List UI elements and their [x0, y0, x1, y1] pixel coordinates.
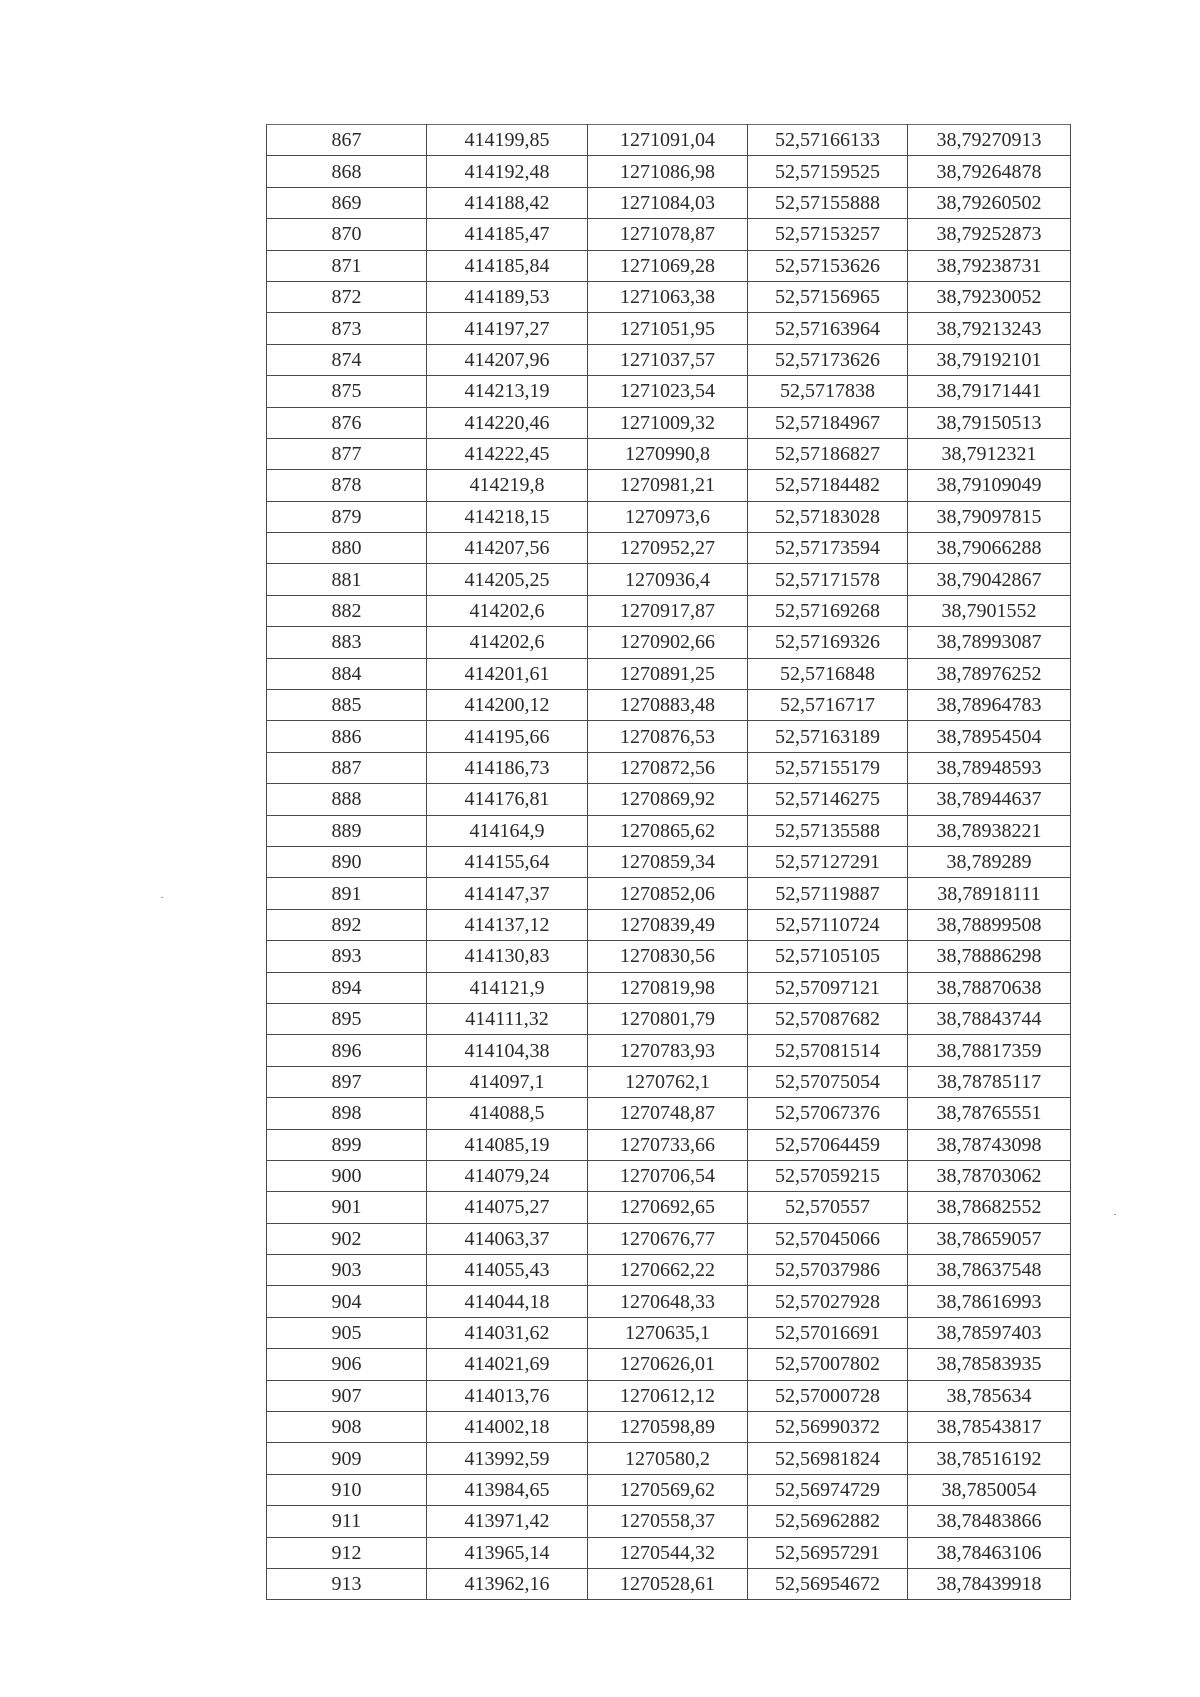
point-number-cell: 888 [267, 784, 427, 815]
latitude-cell: 52,57027928 [748, 1286, 908, 1317]
longitude-cell: 38,78483866 [908, 1506, 1071, 1537]
latitude-cell: 52,5716717 [748, 690, 908, 721]
point-number-cell: 878 [267, 470, 427, 501]
y-coordinate-cell: 1271086,98 [588, 156, 748, 187]
latitude-cell: 52,57183028 [748, 501, 908, 532]
y-coordinate-cell: 1270569,62 [588, 1474, 748, 1505]
x-coordinate-cell: 414075,27 [427, 1192, 588, 1223]
longitude-cell: 38,78703062 [908, 1160, 1071, 1191]
y-coordinate-cell: 1270558,37 [588, 1506, 748, 1537]
x-coordinate-cell: 414205,25 [427, 564, 588, 595]
longitude-cell: 38,78843744 [908, 1003, 1071, 1034]
point-number-cell: 909 [267, 1443, 427, 1474]
longitude-cell: 38,78616993 [908, 1286, 1071, 1317]
longitude-cell: 38,7850054 [908, 1474, 1071, 1505]
x-coordinate-cell: 414197,27 [427, 313, 588, 344]
table-row [267, 344, 1071, 375]
point-number-cell: 912 [267, 1537, 427, 1568]
point-number-cell: 893 [267, 941, 427, 972]
table-row [267, 595, 1071, 626]
point-number-cell: 873 [267, 313, 427, 344]
table-row [267, 1192, 1071, 1223]
y-coordinate-cell: 1270872,56 [588, 752, 748, 783]
point-number-cell: 901 [267, 1192, 427, 1223]
y-coordinate-cell: 1270936,4 [588, 564, 748, 595]
point-number-cell: 882 [267, 595, 427, 626]
x-coordinate-cell: 414088,5 [427, 1098, 588, 1129]
point-number-cell: 869 [267, 187, 427, 218]
table-row [267, 187, 1071, 218]
latitude-cell: 52,57081514 [748, 1035, 908, 1066]
y-coordinate-cell: 1270801,79 [588, 1003, 748, 1034]
x-coordinate-cell: 414201,61 [427, 658, 588, 689]
table-row [267, 1035, 1071, 1066]
y-coordinate-cell: 1270544,32 [588, 1537, 748, 1568]
y-coordinate-cell: 1270733,66 [588, 1129, 748, 1160]
longitude-cell: 38,78976252 [908, 658, 1071, 689]
x-coordinate-cell: 414147,37 [427, 878, 588, 909]
x-coordinate-cell: 413965,14 [427, 1537, 588, 1568]
y-coordinate-cell: 1270990,8 [588, 438, 748, 469]
table-row [267, 1223, 1071, 1254]
y-coordinate-cell: 1270883,48 [588, 690, 748, 721]
latitude-cell: 52,56954672 [748, 1568, 908, 1599]
table-row [267, 1129, 1071, 1160]
y-coordinate-cell: 1271023,54 [588, 376, 748, 407]
x-coordinate-cell: 414207,96 [427, 344, 588, 375]
latitude-cell: 52,57184967 [748, 407, 908, 438]
point-number-cell: 895 [267, 1003, 427, 1034]
longitude-cell: 38,79109049 [908, 470, 1071, 501]
y-coordinate-cell: 1270762,1 [588, 1066, 748, 1097]
x-coordinate-cell: 414218,15 [427, 501, 588, 532]
longitude-cell: 38,78682552 [908, 1192, 1071, 1223]
latitude-cell: 52,57007802 [748, 1349, 908, 1380]
latitude-cell: 52,57153626 [748, 250, 908, 281]
point-number-cell: 875 [267, 376, 427, 407]
latitude-cell: 52,57153257 [748, 219, 908, 250]
longitude-cell: 38,78597403 [908, 1317, 1071, 1348]
y-coordinate-cell: 1270902,66 [588, 627, 748, 658]
table-row [267, 752, 1071, 783]
longitude-cell: 38,79270913 [908, 125, 1071, 156]
point-number-cell: 874 [267, 344, 427, 375]
latitude-cell: 52,57146275 [748, 784, 908, 815]
point-number-cell: 887 [267, 752, 427, 783]
point-number-cell: 892 [267, 909, 427, 940]
longitude-cell: 38,78516192 [908, 1443, 1071, 1474]
latitude-cell: 52,56990372 [748, 1412, 908, 1443]
x-coordinate-cell: 414176,81 [427, 784, 588, 815]
x-coordinate-cell: 414199,85 [427, 125, 588, 156]
longitude-cell: 38,78954504 [908, 721, 1071, 752]
point-number-cell: 913 [267, 1568, 427, 1599]
y-coordinate-cell: 1270830,56 [588, 941, 748, 972]
y-coordinate-cell: 1270528,61 [588, 1568, 748, 1599]
table-row [267, 1412, 1071, 1443]
point-number-cell: 876 [267, 407, 427, 438]
x-coordinate-cell: 414219,8 [427, 470, 588, 501]
scan-speck [1114, 1214, 1116, 1215]
latitude-cell: 52,57135588 [748, 815, 908, 846]
x-coordinate-cell: 414055,43 [427, 1255, 588, 1286]
table-row [267, 721, 1071, 752]
latitude-cell: 52,57075054 [748, 1066, 908, 1097]
point-number-cell: 872 [267, 281, 427, 312]
y-coordinate-cell: 1271069,28 [588, 250, 748, 281]
table-row [267, 1474, 1071, 1505]
y-coordinate-cell: 1271078,87 [588, 219, 748, 250]
x-coordinate-cell: 414097,1 [427, 1066, 588, 1097]
longitude-cell: 38,78637548 [908, 1255, 1071, 1286]
longitude-cell: 38,79042867 [908, 564, 1071, 595]
point-number-cell: 903 [267, 1255, 427, 1286]
x-coordinate-cell: 414121,9 [427, 972, 588, 1003]
point-number-cell: 883 [267, 627, 427, 658]
y-coordinate-cell: 1270648,33 [588, 1286, 748, 1317]
latitude-cell: 52,5716848 [748, 658, 908, 689]
point-number-cell: 885 [267, 690, 427, 721]
latitude-cell: 52,57186827 [748, 438, 908, 469]
table-row [267, 1506, 1071, 1537]
longitude-cell: 38,78659057 [908, 1223, 1071, 1254]
longitude-cell: 38,78543817 [908, 1412, 1071, 1443]
y-coordinate-cell: 1270891,25 [588, 658, 748, 689]
x-coordinate-cell: 414185,47 [427, 219, 588, 250]
latitude-cell: 52,57110724 [748, 909, 908, 940]
y-coordinate-cell: 1270859,34 [588, 846, 748, 877]
table-row [267, 438, 1071, 469]
latitude-cell: 52,57119887 [748, 878, 908, 909]
table-row [267, 1568, 1071, 1599]
x-coordinate-cell: 414164,9 [427, 815, 588, 846]
point-number-cell: 904 [267, 1286, 427, 1317]
x-coordinate-cell: 414202,6 [427, 595, 588, 626]
table-row [267, 658, 1071, 689]
table-row [267, 972, 1071, 1003]
table-row [267, 690, 1071, 721]
point-number-cell: 899 [267, 1129, 427, 1160]
y-coordinate-cell: 1270598,89 [588, 1412, 748, 1443]
point-number-cell: 870 [267, 219, 427, 250]
longitude-cell: 38,78463106 [908, 1537, 1071, 1568]
coordinates-table-body [267, 125, 1071, 1600]
table-row [267, 407, 1071, 438]
longitude-cell: 38,78817359 [908, 1035, 1071, 1066]
x-coordinate-cell: 414031,62 [427, 1317, 588, 1348]
latitude-cell: 52,570557 [748, 1192, 908, 1223]
longitude-cell: 38,79260502 [908, 187, 1071, 218]
point-number-cell: 868 [267, 156, 427, 187]
y-coordinate-cell: 1271037,57 [588, 344, 748, 375]
table-row [267, 1066, 1071, 1097]
point-number-cell: 886 [267, 721, 427, 752]
latitude-cell: 52,57173626 [748, 344, 908, 375]
table-row [267, 219, 1071, 250]
longitude-cell: 38,78439918 [908, 1568, 1071, 1599]
y-coordinate-cell: 1271009,32 [588, 407, 748, 438]
table-row [267, 1317, 1071, 1348]
table-row [267, 1255, 1071, 1286]
point-number-cell: 906 [267, 1349, 427, 1380]
latitude-cell: 52,57169268 [748, 595, 908, 626]
x-coordinate-cell: 414220,46 [427, 407, 588, 438]
longitude-cell: 38,7901552 [908, 595, 1071, 626]
y-coordinate-cell: 1270981,21 [588, 470, 748, 501]
latitude-cell: 52,57156965 [748, 281, 908, 312]
point-number-cell: 891 [267, 878, 427, 909]
x-coordinate-cell: 414111,32 [427, 1003, 588, 1034]
x-coordinate-cell: 414202,6 [427, 627, 588, 658]
x-coordinate-cell: 414130,83 [427, 941, 588, 972]
point-number-cell: 884 [267, 658, 427, 689]
x-coordinate-cell: 414185,84 [427, 250, 588, 281]
y-coordinate-cell: 1270692,65 [588, 1192, 748, 1223]
latitude-cell: 52,57163964 [748, 313, 908, 344]
latitude-cell: 52,57087682 [748, 1003, 908, 1034]
table-row [267, 878, 1071, 909]
longitude-cell: 38,78785117 [908, 1066, 1071, 1097]
x-coordinate-cell: 414013,76 [427, 1380, 588, 1411]
point-number-cell: 894 [267, 972, 427, 1003]
longitude-cell: 38,79264878 [908, 156, 1071, 187]
longitude-cell: 38,7912321 [908, 438, 1071, 469]
x-coordinate-cell: 414155,64 [427, 846, 588, 877]
y-coordinate-cell: 1270635,1 [588, 1317, 748, 1348]
table-row [267, 313, 1071, 344]
latitude-cell: 52,57127291 [748, 846, 908, 877]
longitude-cell: 38,79066288 [908, 533, 1071, 564]
longitude-cell: 38,78948593 [908, 752, 1071, 783]
longitude-cell: 38,789289 [908, 846, 1071, 877]
table-row [267, 501, 1071, 532]
table-row [267, 250, 1071, 281]
table-row [267, 1098, 1071, 1129]
latitude-cell: 52,57173594 [748, 533, 908, 564]
x-coordinate-cell: 413984,65 [427, 1474, 588, 1505]
point-number-cell: 907 [267, 1380, 427, 1411]
latitude-cell: 52,57171578 [748, 564, 908, 595]
latitude-cell: 52,57163189 [748, 721, 908, 752]
latitude-cell: 52,57064459 [748, 1129, 908, 1160]
table-row [267, 627, 1071, 658]
point-number-cell: 911 [267, 1506, 427, 1537]
y-coordinate-cell: 1270819,98 [588, 972, 748, 1003]
y-coordinate-cell: 1270869,92 [588, 784, 748, 815]
y-coordinate-cell: 1270852,06 [588, 878, 748, 909]
point-number-cell: 880 [267, 533, 427, 564]
x-coordinate-cell: 414021,69 [427, 1349, 588, 1380]
point-number-cell: 889 [267, 815, 427, 846]
scan-speck [161, 897, 163, 898]
latitude-cell: 52,57097121 [748, 972, 908, 1003]
y-coordinate-cell: 1270783,93 [588, 1035, 748, 1066]
point-number-cell: 897 [267, 1066, 427, 1097]
longitude-cell: 38,78765551 [908, 1098, 1071, 1129]
longitude-cell: 38,78964783 [908, 690, 1071, 721]
table-row [267, 784, 1071, 815]
table-row [267, 470, 1071, 501]
longitude-cell: 38,79230052 [908, 281, 1071, 312]
table-row [267, 125, 1071, 156]
table-row [267, 156, 1071, 187]
latitude-cell: 52,57155179 [748, 752, 908, 783]
longitude-cell: 38,78944637 [908, 784, 1071, 815]
point-number-cell: 890 [267, 846, 427, 877]
latitude-cell: 52,57184482 [748, 470, 908, 501]
x-coordinate-cell: 414188,42 [427, 187, 588, 218]
point-number-cell: 900 [267, 1160, 427, 1191]
latitude-cell: 52,57067376 [748, 1098, 908, 1129]
x-coordinate-cell: 414063,37 [427, 1223, 588, 1254]
latitude-cell: 52,57105105 [748, 941, 908, 972]
latitude-cell: 52,5717838 [748, 376, 908, 407]
table-row [267, 281, 1071, 312]
point-number-cell: 867 [267, 125, 427, 156]
longitude-cell: 38,78993087 [908, 627, 1071, 658]
table-row [267, 376, 1071, 407]
point-number-cell: 910 [267, 1474, 427, 1505]
longitude-cell: 38,78899508 [908, 909, 1071, 940]
table-row [267, 1349, 1071, 1380]
x-coordinate-cell: 413962,16 [427, 1568, 588, 1599]
latitude-cell: 52,56974729 [748, 1474, 908, 1505]
x-coordinate-cell: 414079,24 [427, 1160, 588, 1191]
y-coordinate-cell: 1270626,01 [588, 1349, 748, 1380]
latitude-cell: 52,57000728 [748, 1380, 908, 1411]
longitude-cell: 38,79150513 [908, 407, 1071, 438]
table-row [267, 815, 1071, 846]
longitude-cell: 38,785634 [908, 1380, 1071, 1411]
longitude-cell: 38,79238731 [908, 250, 1071, 281]
latitude-cell: 52,56957291 [748, 1537, 908, 1568]
longitude-cell: 38,78938221 [908, 815, 1071, 846]
table-row [267, 1160, 1071, 1191]
latitude-cell: 52,57155888 [748, 187, 908, 218]
longitude-cell: 38,78870638 [908, 972, 1071, 1003]
x-coordinate-cell: 414002,18 [427, 1412, 588, 1443]
y-coordinate-cell: 1270917,87 [588, 595, 748, 626]
point-number-cell: 902 [267, 1223, 427, 1254]
x-coordinate-cell: 413992,59 [427, 1443, 588, 1474]
x-coordinate-cell: 414085,19 [427, 1129, 588, 1160]
longitude-cell: 38,79097815 [908, 501, 1071, 532]
table-row [267, 533, 1071, 564]
y-coordinate-cell: 1270876,53 [588, 721, 748, 752]
latitude-cell: 52,57045066 [748, 1223, 908, 1254]
table-row [267, 1286, 1071, 1317]
table-row [267, 1380, 1071, 1411]
x-coordinate-cell: 414104,38 [427, 1035, 588, 1066]
x-coordinate-cell: 413971,42 [427, 1506, 588, 1537]
y-coordinate-cell: 1270973,6 [588, 501, 748, 532]
x-coordinate-cell: 414195,66 [427, 721, 588, 752]
latitude-cell: 52,57037986 [748, 1255, 908, 1286]
latitude-cell: 52,57059215 [748, 1160, 908, 1191]
latitude-cell: 52,57166133 [748, 125, 908, 156]
table-row [267, 909, 1071, 940]
latitude-cell: 52,57159525 [748, 156, 908, 187]
point-number-cell: 905 [267, 1317, 427, 1348]
x-coordinate-cell: 414207,56 [427, 533, 588, 564]
y-coordinate-cell: 1270839,49 [588, 909, 748, 940]
x-coordinate-cell: 414186,73 [427, 752, 588, 783]
point-number-cell: 879 [267, 501, 427, 532]
y-coordinate-cell: 1271051,95 [588, 313, 748, 344]
point-number-cell: 896 [267, 1035, 427, 1066]
y-coordinate-cell: 1270612,12 [588, 1380, 748, 1411]
table-row [267, 941, 1071, 972]
x-coordinate-cell: 414044,18 [427, 1286, 588, 1317]
latitude-cell: 52,57016691 [748, 1317, 908, 1348]
y-coordinate-cell: 1270706,54 [588, 1160, 748, 1191]
y-coordinate-cell: 1270676,77 [588, 1223, 748, 1254]
point-number-cell: 871 [267, 250, 427, 281]
point-number-cell: 877 [267, 438, 427, 469]
latitude-cell: 52,57169326 [748, 627, 908, 658]
y-coordinate-cell: 1270952,27 [588, 533, 748, 564]
point-number-cell: 908 [267, 1412, 427, 1443]
x-coordinate-cell: 414222,45 [427, 438, 588, 469]
longitude-cell: 38,78743098 [908, 1129, 1071, 1160]
longitude-cell: 38,78583935 [908, 1349, 1071, 1380]
y-coordinate-cell: 1270865,62 [588, 815, 748, 846]
longitude-cell: 38,78918111 [908, 878, 1071, 909]
y-coordinate-cell: 1270580,2 [588, 1443, 748, 1474]
longitude-cell: 38,79171441 [908, 376, 1071, 407]
y-coordinate-cell: 1271063,38 [588, 281, 748, 312]
longitude-cell: 38,79192101 [908, 344, 1071, 375]
longitude-cell: 38,78886298 [908, 941, 1071, 972]
y-coordinate-cell: 1270662,22 [588, 1255, 748, 1286]
coordinates-table [266, 124, 1071, 1600]
point-number-cell: 898 [267, 1098, 427, 1129]
table-row [267, 1003, 1071, 1034]
table-row [267, 846, 1071, 877]
x-coordinate-cell: 414189,53 [427, 281, 588, 312]
table-row [267, 1443, 1071, 1474]
x-coordinate-cell: 414137,12 [427, 909, 588, 940]
longitude-cell: 38,79213243 [908, 313, 1071, 344]
y-coordinate-cell: 1271091,04 [588, 125, 748, 156]
latitude-cell: 52,56981824 [748, 1443, 908, 1474]
x-coordinate-cell: 414200,12 [427, 690, 588, 721]
latitude-cell: 52,56962882 [748, 1506, 908, 1537]
y-coordinate-cell: 1271084,03 [588, 187, 748, 218]
table-row [267, 564, 1071, 595]
x-coordinate-cell: 414213,19 [427, 376, 588, 407]
x-coordinate-cell: 414192,48 [427, 156, 588, 187]
table-row [267, 1537, 1071, 1568]
longitude-cell: 38,79252873 [908, 219, 1071, 250]
point-number-cell: 881 [267, 564, 427, 595]
y-coordinate-cell: 1270748,87 [588, 1098, 748, 1129]
